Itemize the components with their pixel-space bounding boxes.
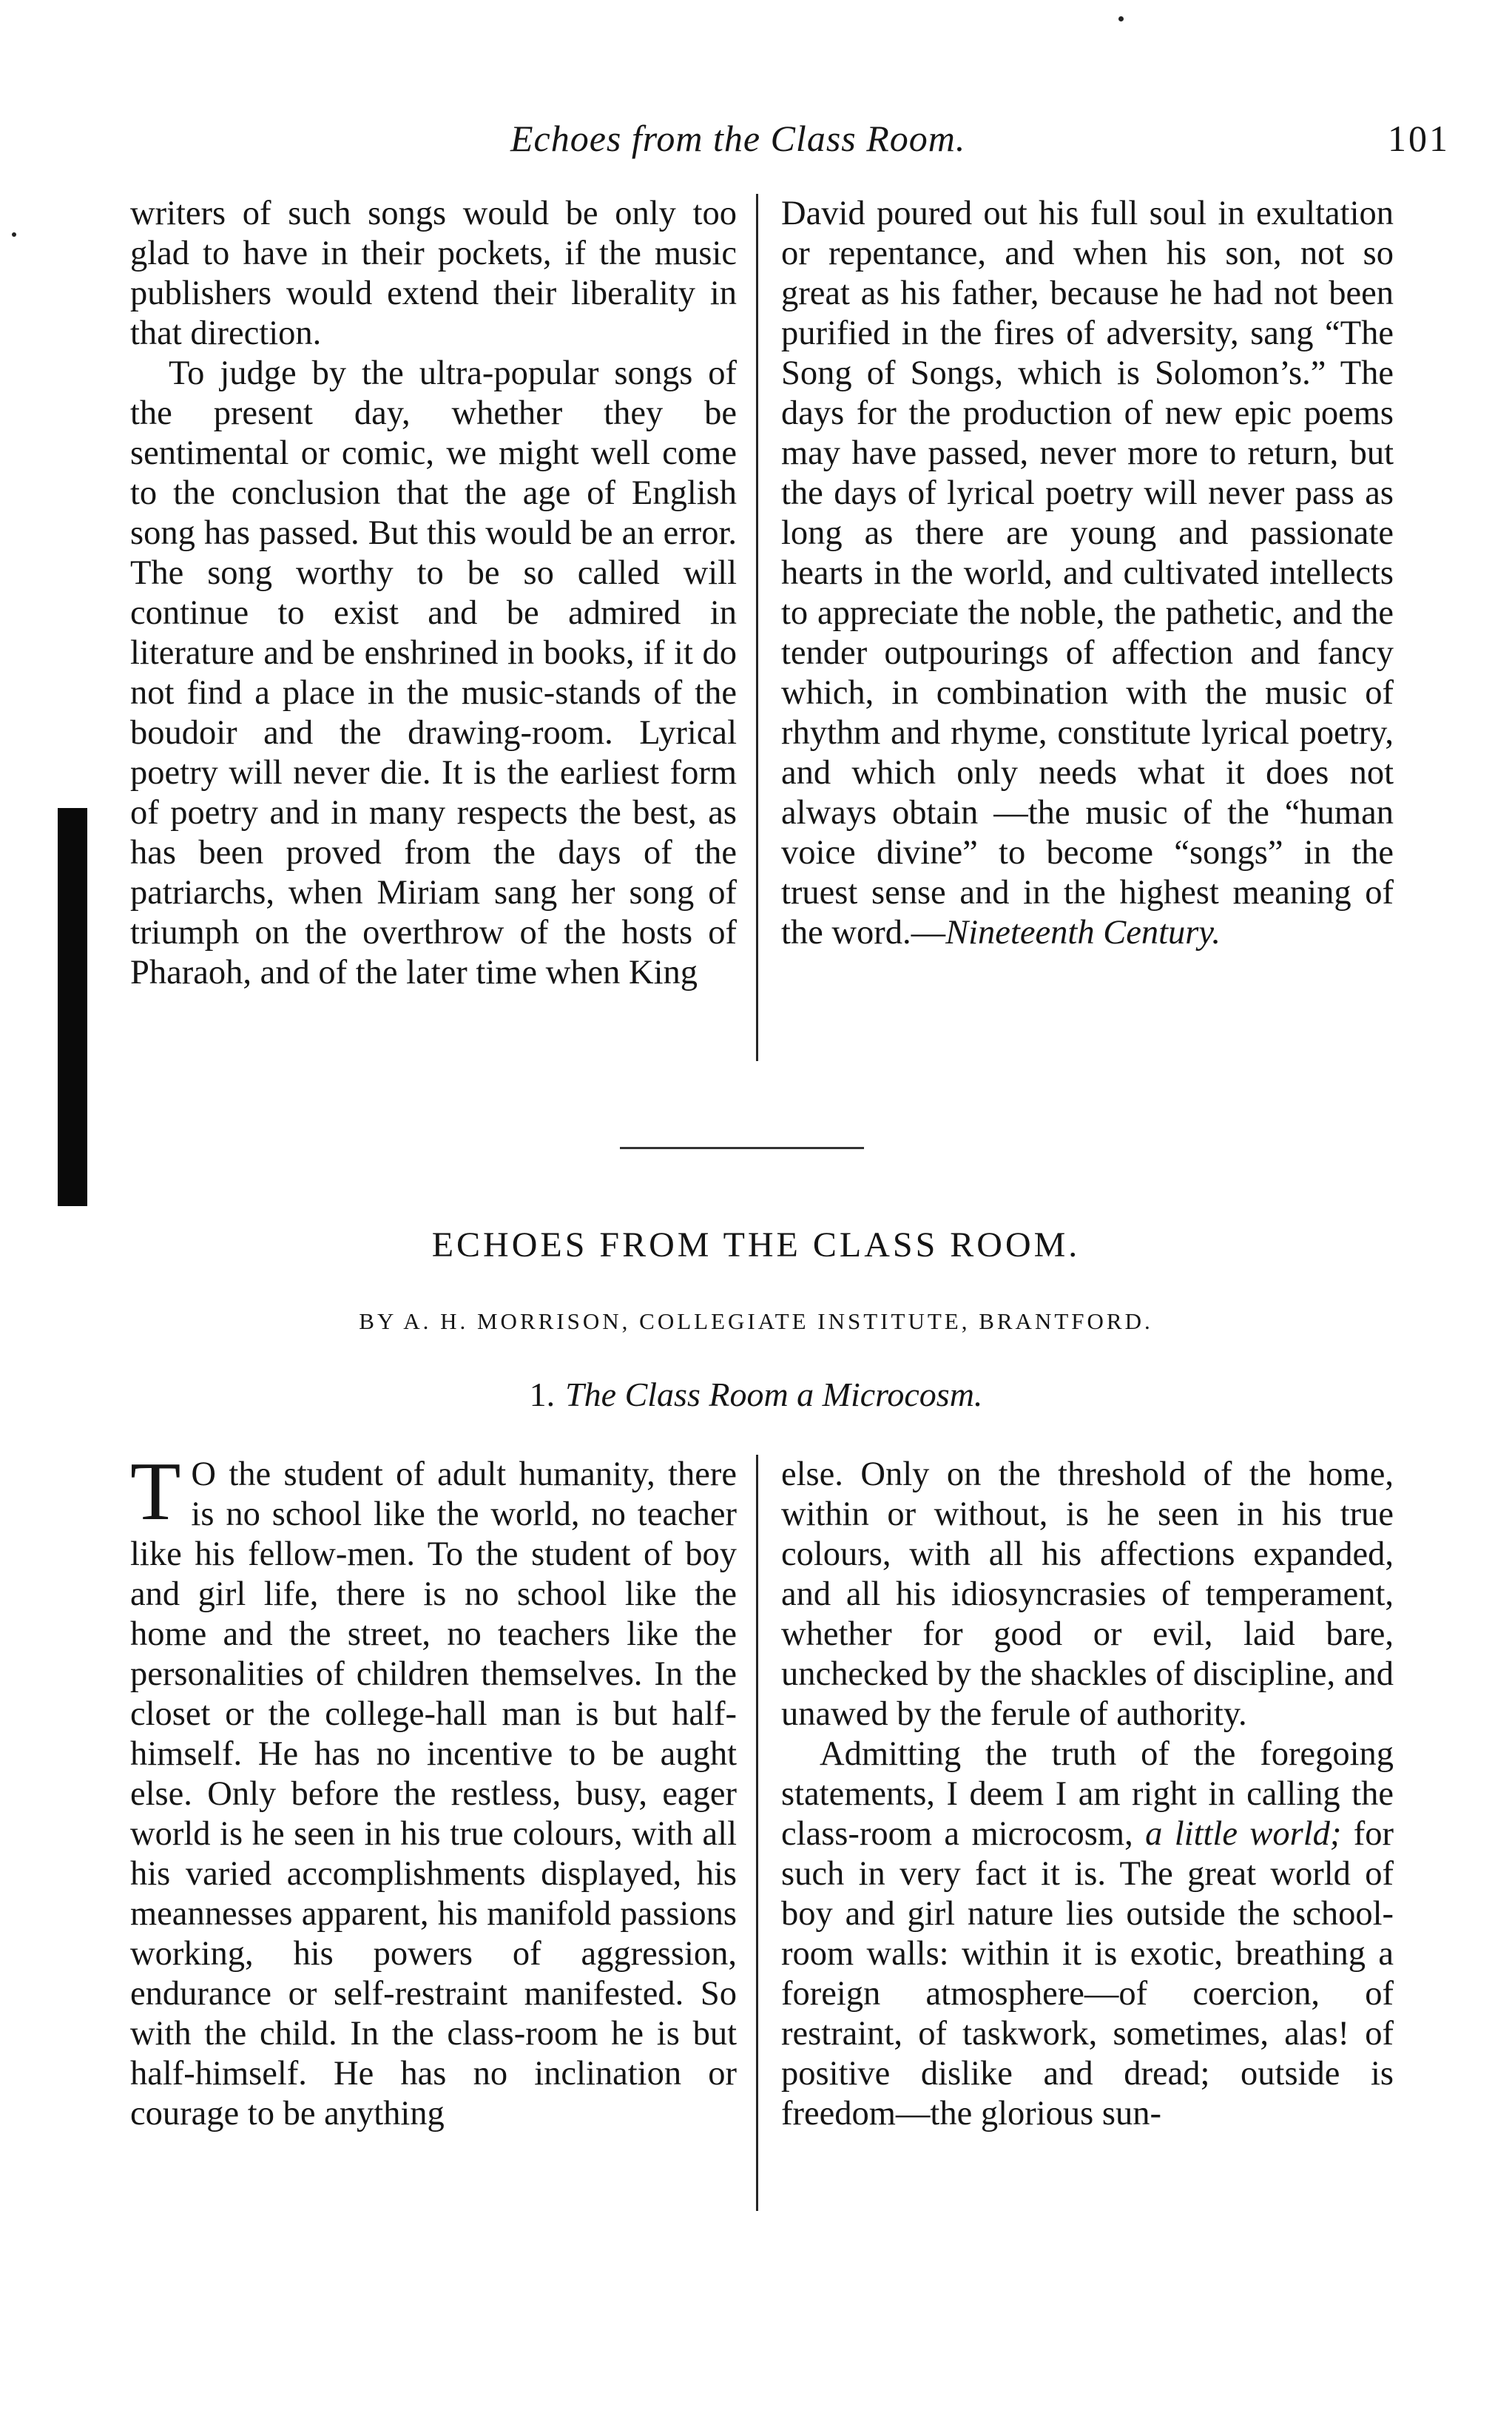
italic-phrase: a little world;: [1145, 1815, 1342, 1853]
drop-cap: T: [130, 1446, 181, 1538]
paragraph: [130, 1446, 737, 2134]
scan-speck: [1118, 16, 1124, 21]
scan-speck: [12, 232, 16, 237]
paragraph: else. Only on the threshold of the home, within or without, is he seen in his true colours, with all his affections expanded, and all his idiosyncrasies of temperament, whether for good or evil, laid bare, unchecked by the shackles of discipline, and unawed by the ferule of authority.: [781, 1455, 1394, 1733]
bottom-right-column: [781, 1455, 1394, 2134]
page-header: [0, 117, 1512, 169]
bottom-left-column: [130, 1446, 737, 2134]
paragraph-text: for such in very fact it is. The great world of boy and girl nature lies outside the school-room walls: within it is exotic, breathing a foreign atmosphere—of coercion, of restraint, of taskwork, sometimes, alas! of positive dislike and dread; outside is freedom—the glorious sun-: [781, 1815, 1394, 2133]
page-number: 101: [1388, 118, 1450, 159]
top-left-column: [130, 194, 737, 993]
section-heading: [0, 1375, 1512, 1414]
paragraph: [781, 1734, 1394, 2134]
section-number: 1.: [529, 1376, 556, 1413]
column-rule: [756, 194, 758, 1061]
article-title: ECHOES FROM THE CLASS ROOM.: [431, 1225, 1081, 1265]
running-title: Echoes from the Class Room.: [510, 118, 966, 159]
section-separator: [620, 1147, 864, 1149]
paragraph: writers of such songs would be only too glad to have in their pockets, if the music publishers would extend their liberality in that direction.: [130, 195, 737, 352]
paragraph: [781, 194, 1394, 953]
scan-margin-bar: [58, 808, 87, 1206]
paragraph-text: Admitting the truth of the foregoing statements, I deem I am right in calling the class-room a microcosm,: [781, 1735, 1394, 1853]
column-rule: [756, 1455, 758, 2211]
source-citation: Nineteenth Century.: [945, 914, 1221, 952]
section-title: The Class Room a Microcosm.: [565, 1376, 983, 1413]
article-byline: BY A. H. MORRISON, COLLEGIATE INSTITUTE, BRANTFORD.: [359, 1308, 1153, 1334]
paragraph-text: O the student of adult humanity, there is no school like the world, no teacher like his fellow-men. To the student of boy and girl life, there is no school like the home and the street, no teachers like the personalities of children themselves. In the closet or the college-hall man is but half-himself. He has no incentive to be aught else. Only before the restless, busy, eager world is he seen in his true colours, with all his varied accomplishments displayed, his meannesses apparent, his manifold passions working, his powers of aggression, endurance or self-restraint manifested. So with the child. In the class-room he is but half-himself. He has no inclination or courage to be anything: [130, 1455, 737, 2133]
paragraph: To judge by the ultra-popular songs of the present day, whether they be sentimental or comic, we might well come to the conclusion that the age of English song has passed. But this would be an error. The song worthy to be so called will continue to exist and be admired in literature and be enshrined in books, if it do not find a place in the music-stands of the boudoir and the drawing-room. Lyrical poetry will never die. It is the earliest form of poetry and in many respects the best, as has been proved from the days of the patriarchs, when Miriam sang her song of triumph on the overthrow of the hosts of Pharaoh, and of the later time when King: [130, 354, 737, 992]
paragraph-text: David poured out his full soul in exultation or repentance, and when his son, not so great as his father, because he had not been purified in the fires of adversity, sang “The Song of Songs, which is Solomon’s.” The days for the production of new epic poems may have passed, never more to return, but the days of lyrical poetry will never pass as long as there are young and passionate hearts in the world, and cultivated intellects to appreciate the noble, the pathetic, and the tender outpourings of affection and fancy which, in combination with the music of rhythm and rhyme, constitute lyrical poetry, and which only needs what it does not always obtain —the music of the “human voice divine” to become “songs” in the truest sense and in the highest meaning of the word.—: [781, 195, 1394, 952]
top-right-column: [781, 194, 1394, 953]
